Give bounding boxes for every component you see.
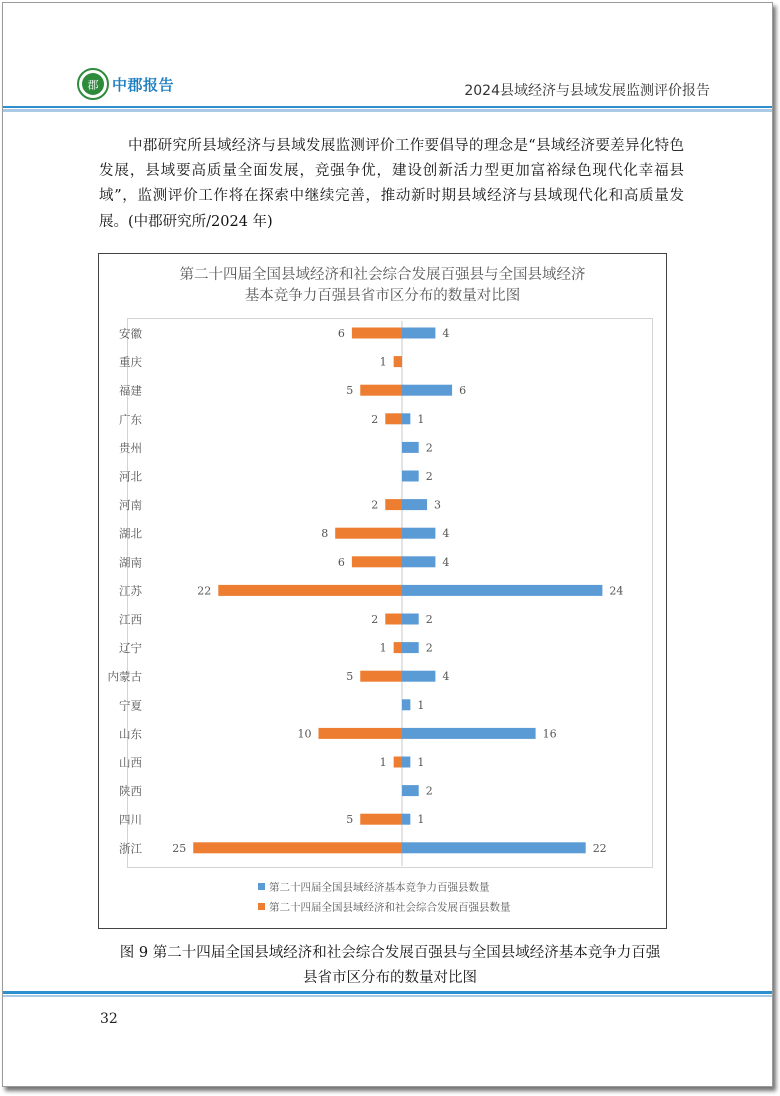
data-label: 2	[371, 613, 379, 626]
bar-composite	[394, 757, 402, 768]
bar-competitiveness	[402, 385, 452, 396]
bar-composite	[360, 814, 402, 825]
bar-composite	[193, 842, 402, 853]
legend-swatch	[258, 883, 265, 890]
data-label: 6	[459, 384, 467, 398]
bar-competitiveness	[402, 499, 427, 510]
data-label: 4	[442, 670, 450, 684]
category-label: 湖北	[119, 526, 142, 541]
bar-composite	[360, 671, 402, 682]
data-label: 5	[346, 813, 354, 827]
bar-competitiveness	[402, 556, 435, 567]
category-label: 安徽	[119, 326, 142, 341]
category-label: 重庆	[119, 355, 142, 370]
data-label: 1	[417, 698, 425, 712]
bar-composite	[385, 499, 402, 510]
bar-competitiveness	[402, 785, 419, 796]
bar-composite	[360, 385, 402, 396]
category-label: 山东	[119, 726, 142, 741]
bar-composite	[394, 356, 402, 367]
logo-glyph: 郡	[87, 78, 99, 92]
data-label: 1	[417, 813, 425, 827]
bar-competitiveness	[402, 728, 536, 739]
category-label: 湖南	[119, 555, 142, 570]
footer-rule	[3, 991, 772, 997]
data-label: 2	[425, 641, 433, 655]
data-label: 16	[542, 727, 557, 741]
bar-competitiveness	[402, 842, 586, 853]
category-label: 内蒙古	[107, 669, 142, 684]
bar-composite	[335, 528, 402, 539]
category-label: 辽宁	[119, 641, 142, 656]
bar-competitiveness	[402, 814, 410, 825]
data-label: 1	[417, 412, 425, 426]
data-label: 4	[442, 555, 450, 569]
data-label: 2	[371, 412, 379, 426]
category-label: 江苏	[119, 583, 142, 598]
data-label: 3	[434, 498, 442, 512]
category-label: 四川	[119, 812, 142, 827]
category-label: 河南	[119, 498, 142, 513]
chart-title-line2: 基本竞争力百强县省市区分布的数量对比图	[244, 288, 521, 304]
bar-competitiveness	[402, 585, 602, 596]
data-label: 2	[425, 784, 433, 798]
legend-label: 第二十四届全国县域经济和社会综合发展百强县数量	[269, 901, 511, 914]
data-label: 24	[609, 584, 624, 598]
category-label: 浙江	[119, 841, 142, 856]
data-label: 2	[425, 613, 433, 626]
bar-composite	[394, 642, 402, 653]
data-label: 5	[346, 384, 354, 398]
category-label: 河北	[119, 469, 142, 484]
report-title: 2024县域经济与县域发展监测评价报告	[464, 83, 710, 99]
category-label: 宁夏	[119, 698, 142, 713]
data-label: 2	[425, 441, 433, 455]
data-label: 10	[297, 727, 312, 741]
category-label: 广东	[119, 412, 142, 427]
bar-composite	[352, 556, 402, 567]
data-label: 5	[346, 670, 354, 684]
data-label: 1	[379, 641, 387, 655]
bar-competitiveness	[402, 471, 419, 482]
bar-composite	[352, 328, 402, 339]
bar-competitiveness	[402, 642, 419, 653]
data-label: 25	[172, 841, 187, 855]
bar-composite	[385, 614, 402, 625]
category-label: 福建	[119, 383, 142, 398]
figure-caption-line2: 县省市区分布的数量对比图	[303, 970, 477, 986]
category-label: 山西	[119, 755, 142, 770]
data-label: 1	[379, 355, 387, 369]
page-number: 32	[100, 1011, 118, 1027]
bar-composite	[319, 728, 403, 739]
category-label: 陕西	[119, 784, 142, 799]
data-label: 2	[371, 498, 379, 512]
data-label: 4	[442, 327, 450, 340]
data-label: 2	[425, 470, 433, 483]
category-label: 江西	[119, 612, 142, 627]
legend-label: 第二十四届全国县域经济基本竞争力百强县数量	[269, 881, 490, 894]
body-paragraph: 中郡研究所县域经济与县域发展监测评价工作要倡导的理念是“县域经济要差异化特色发展，县域要高质量全面发展，竞强争优，建设创新活力型更加富裕绿色现代化幸福县域”，监测评价工作将在探索中继续完善，推动新时期县域经济与县域现代化和高质量发展。(中郡研究所/2024 年)	[99, 138, 684, 230]
bar-competitiveness	[402, 328, 435, 339]
chart-title-line1: 第二十四届全国县域经济和社会综合发展百强县与全国县域经济	[179, 267, 586, 283]
data-label: 22	[197, 584, 212, 598]
bar-competitiveness	[402, 614, 419, 625]
figure-caption-line1: 图 9 第二十四届全国县域经济和社会综合发展百强县与全国县域经济基本竞争力百强	[119, 945, 661, 961]
data-label: 6	[337, 555, 345, 569]
data-label: 1	[417, 756, 425, 769]
data-label: 8	[321, 527, 329, 541]
bar-competitiveness	[402, 413, 410, 424]
bar-competitiveness	[402, 699, 410, 710]
data-label: 6	[337, 327, 345, 340]
bar-competitiveness	[402, 442, 419, 453]
bar-composite	[385, 413, 402, 424]
data-label: 4	[442, 527, 450, 541]
bar-competitiveness	[402, 671, 435, 682]
data-label: 22	[592, 841, 607, 855]
data-label: 1	[379, 756, 387, 769]
brand-name: 中郡报告	[112, 76, 175, 94]
bar-composite	[218, 585, 402, 596]
bar-competitiveness	[402, 528, 435, 539]
legend-swatch	[258, 903, 265, 910]
bar-competitiveness	[402, 757, 410, 768]
category-label: 贵州	[119, 440, 142, 455]
